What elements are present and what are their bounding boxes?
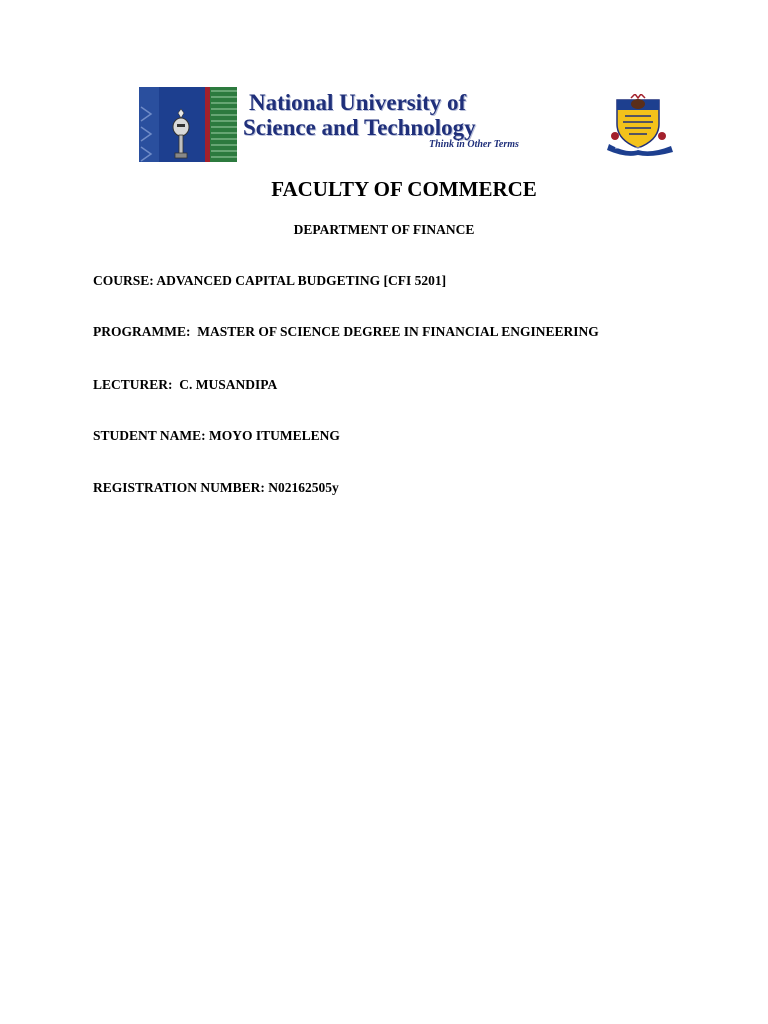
university-name xyxy=(243,90,603,140)
banner-emblem-panel xyxy=(139,87,237,162)
university-tagline: Think in Other Terms xyxy=(429,139,519,150)
university-crest xyxy=(607,94,675,156)
university-name-line2: Science and Technology xyxy=(243,115,476,140)
university-banner xyxy=(139,86,675,162)
registration-number-line: REGISTRATION NUMBER: N02162505y xyxy=(93,480,339,495)
faculty-title: FACULTY OF COMMERCE xyxy=(271,177,537,201)
course-line: COURSE: ADVANCED CAPITAL BUDGETING [CFI 5201] xyxy=(93,273,447,288)
programme-line: PROGRAMME: MASTER OF SCIENCE DEGREE IN FINANCIAL ENGINEERING xyxy=(93,324,599,339)
university-name-line1: National University of xyxy=(249,90,467,115)
student-name-line: STUDENT NAME: MOYO ITUMELENG xyxy=(93,428,340,443)
lecturer-line: LECTURER: C. MUSANDIPA xyxy=(93,377,278,392)
torch-emblem-icon xyxy=(139,87,237,162)
department-title: DEPARTMENT OF FINANCE xyxy=(293,222,475,237)
university-crest-icon xyxy=(607,94,675,156)
